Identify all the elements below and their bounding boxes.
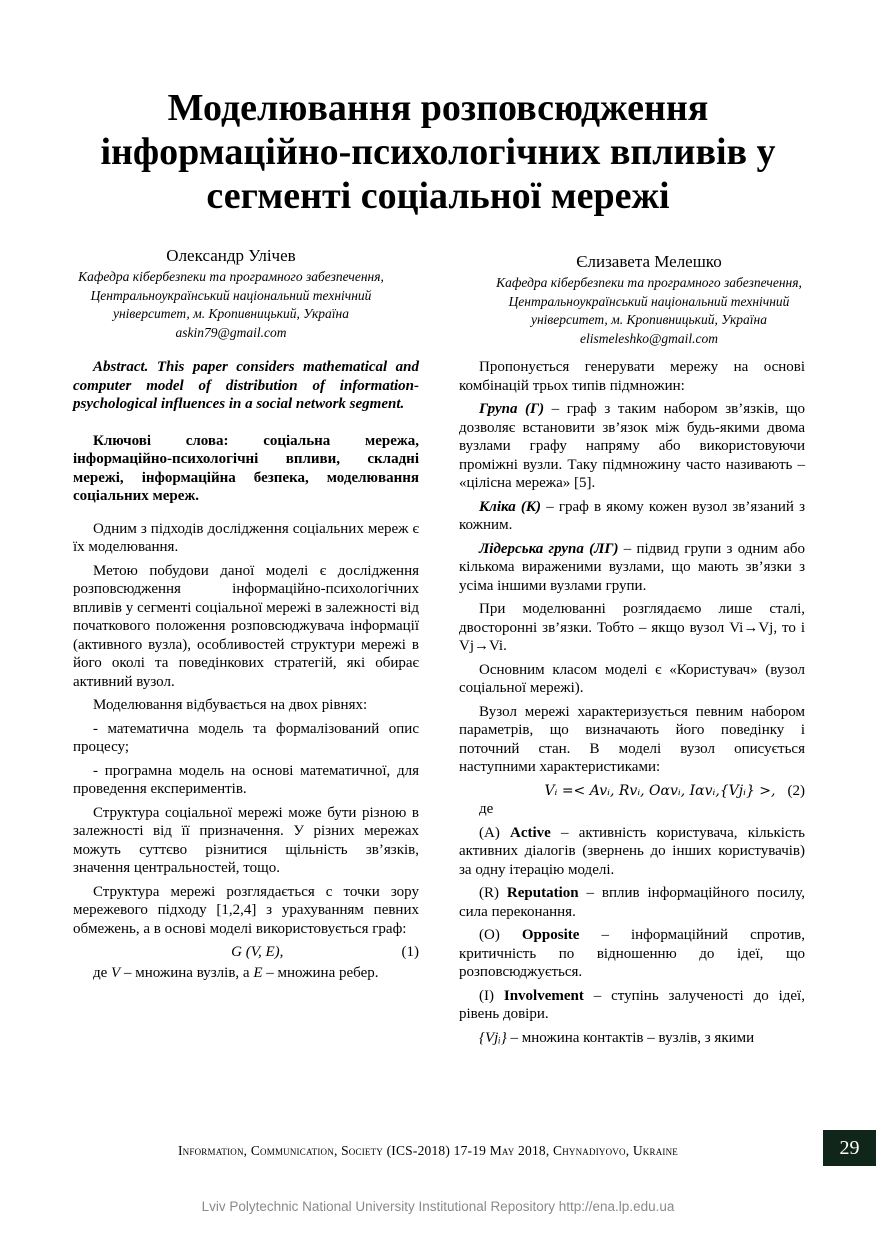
author-2-affiliation [460,274,838,348]
list-item: - програмна модель на основі математичної, для проведення експериментів. [73,762,419,797]
right-column [459,358,805,1052]
text-run: (O) [479,927,522,943]
author-1-email[interactable]: askin79@gmail.com [175,324,287,340]
paragraph [73,964,419,983]
author-2-email[interactable]: elismeleshko@gmail.com [579,330,718,346]
author-2-location: університет, м. Кропивницький, Україна [530,312,768,327]
text-run: – активність користувача, кількість активних діалогів (звернень до інших користувачів) за одну ітерацію моделі. [459,824,805,878]
author-1-location: університет, м. Кропивницький, Україна [112,306,350,321]
term-opposite: Opposite [521,927,580,943]
paragraph: Пропонується генерувати мережу на основі комбінацій трьох типів підмножин: [459,359,805,394]
term-active: Active [510,824,551,841]
text-run: – підвид групи з одним або кількома вираженими вузлами, що мають зв’язки з усіма іншими вузлами групи. [459,540,805,594]
symbol-e: E [253,964,263,981]
equation-2-number: (2) [787,782,805,799]
equation-2 [459,782,805,801]
author-1-affiliation [42,268,420,342]
term-contacts: {Vjᵢ} [479,1029,507,1046]
paragraph: Структура соціальної мережі може бути різною в залежності від її призначення. У різних мережах можуть суттєво різнитися щільність зв’язків, значення центральностей, тощо. [73,804,419,876]
author-1-dept: Кафедра кібербезпеки та програмного забезпечення, [78,269,384,284]
equation-1-number: (1) [401,944,419,960]
paragraph: Основним класом моделі є «Користувач» (вузол соціальної мережі). [459,661,805,696]
paragraph: Структура мережі розглядається с точки зору мережевого підходу [1,2,4] з урахуванням певних обмежень, а в основі моделі використовується граф: [73,883,419,937]
list-item: - математична модель та формалізований опис процесу; [73,720,419,755]
author-2 [460,250,838,348]
left-column [73,358,419,987]
repository-watermark[interactable]: Lviv Polytechnic National University Institutional Repository http://ena.lp.edu.ua [201,1199,675,1214]
param-active [459,824,805,880]
paragraph: де [479,801,494,817]
param-opposite [459,926,805,982]
author-1-name: Олександр Улічев [166,246,296,265]
author-1-university: Центральноукраїнський національний технічний [90,287,372,303]
title-line-2: інформаційно-психологічних впливів у [100,131,776,173]
definition-group [459,400,805,493]
text-run: При моделюванні розглядаємо лише сталі, двосторонні зв’язки. Тобто – якщо вузол [459,601,805,636]
text-run: Vi→Vj, то і Vj→Vi. [459,619,806,654]
text-run: (I) [479,987,504,1004]
definition-clique [459,498,805,535]
paper-title [40,86,836,218]
text-run: – множина контактів – вузлів, з якими [506,1029,755,1046]
text-run: – граф з таким набором зв’язків, що дозволяє встановити зв’язок між будь-якими двома вузлами графу напряму або використовуючи проміжні вузли. Таку підмножину часто називають – «цілісна мережа» [5]. [459,401,805,491]
text-run: – множина ребер. [262,964,379,981]
author-1 [42,244,420,342]
conference-footer: Information, Communication, Society (ICS-2018) 17-19 May 2018, Chynadiyovo, Ukraine [177,1143,679,1158]
paragraph: Метою побудови даної моделі є дослідження розповсюдження інформаційно-психологічних впливів у сегменті соціальної мережі в залежності від початкового положення розповсюджувача інформації (активного вузла), особливостей структури мережі в його околі та поведінкових стратегій, які обирає активний вузол. [73,562,419,690]
paragraph [459,600,805,656]
keywords: Ключові слова: соціальна мережа, інформаційно-психологічні впливи, складні мережі, інформаційна безпека, моделювання соціальних мереж. [73,432,419,504]
symbol-v: V [111,964,121,981]
definition-leader-group [459,540,805,596]
text-run: – ступінь залученості до ідеї, рівень довіри. [459,987,805,1022]
param-involvement [459,987,805,1024]
abstract: Abstract. This paper considers mathematical and computer model of distribution of information-psychological influences in a social network segment. [73,359,419,412]
text-run: – інформаційний спротив, критичність по відношенню до ідеї, що розповсюджується. [459,927,805,980]
paragraph: Вузол мережі характеризується певним набором параметрів, що визначають його поведінку і поточний стан. В моделі вузол описується наступними характеристиками: [459,703,805,775]
title-line-1: Моделювання розповсюдження [167,87,709,129]
author-2-name: Єлизавета Мелешко [576,252,722,271]
param-contacts [459,1029,805,1048]
param-reputation [459,884,805,921]
text-run: – множина вузлів, а [120,964,254,981]
paragraph: Одним з підходів дослідження соціальних мереж є їх моделювання. [73,520,419,555]
text-run: (R) [479,885,507,901]
text-run: – граф в якому кожен вузол зв’язаний з кожним. [459,498,805,533]
paragraph: Моделювання відбувається на двох рівнях: [93,697,368,713]
term-leader-group: Лідерська група (ЛГ) [479,540,619,557]
term-involvement: Involvement [503,987,584,1004]
term-clique: Кліка (К) [479,498,542,515]
page-number: 29 [823,1130,876,1166]
equation-1-expr: G (V, E), [231,944,284,960]
author-2-university: Центральноукраїнський національний технічний [508,293,790,309]
text-run: – вплив інформаційного посилу, сила переконання. [459,885,805,920]
text-run: де [93,964,112,981]
author-2-dept: Кафедра кібербезпеки та програмного забезпечення, [496,275,802,290]
equation-2-expr: Vᵢ =< Avᵢ, Rvᵢ, Oαvᵢ, Iαvᵢ,{Vjᵢ} >, [544,782,776,799]
term-reputation: Reputation [506,885,579,901]
equation-1 [73,943,419,962]
term-group: Група (Г) [479,401,545,417]
text-run: (A) [479,824,511,841]
title-line-3: сегменті соціальної мережі [206,175,670,217]
